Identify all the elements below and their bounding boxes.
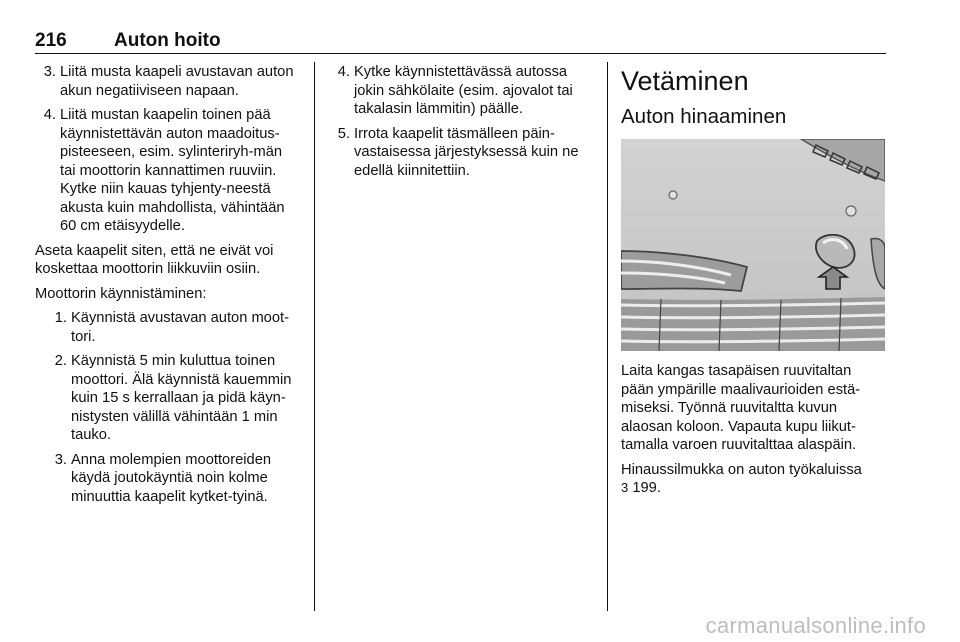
list-item [46, 309, 301, 346]
column-divider-1 [314, 62, 315, 611]
paragraph: Laita kangas tasapäisen ruuvitaltan pään ympärille maalivaurioiden estä-miseksi. Työnnä ruuvitaltta kuvun alaosan koloon. Vapauta kupu liikut-tamalla varoen ruuvitalttaa alaspäin. [621, 363, 861, 453]
step-number: 1. [54, 310, 67, 326]
step-text: Käynnistä 5 min kuluttua toinen moottori. Älä käynnistä kauemmin kuin 15 s kerrallaan ja pidä käyn-nistysten välillä vähintään 1 min tauko. [71, 353, 292, 443]
list-item [46, 352, 301, 445]
list-item [329, 125, 594, 181]
step-number: 4. [337, 64, 350, 80]
step-number: 5. [337, 125, 350, 142]
step-number: 4. [43, 107, 56, 123]
step-text: Liitä musta kaapeli avustavan auton akun negatiiviseen napaan. [60, 64, 294, 99]
list-item [35, 63, 301, 100]
steps-list-c [329, 63, 594, 180]
section-heading: Vetäminen [621, 66, 749, 96]
step-number: 2. [54, 353, 67, 369]
column-divider-2 [607, 62, 608, 611]
paragraph [621, 461, 887, 498]
column-1 [35, 63, 301, 512]
step-number: 3. [54, 451, 67, 468]
header-rule [35, 53, 886, 54]
steps-list-b [35, 309, 301, 506]
column-3 [621, 64, 887, 504]
step-text: Irrota kaapelit täsmälleen päin-vastaisessa järjestyksessä kuin ne edellä kiinnitettiin. [354, 125, 579, 179]
steps-list-a [35, 63, 301, 236]
step-text: Anna molempien moottoreiden käydä joutokäyntiä noin kolme minuuttia kaapelit kytket-tyinä. [71, 451, 272, 505]
step-number: 3. [43, 64, 56, 80]
list-item [329, 63, 594, 119]
step-text: Liitä mustan kaapelin toinen pää käynnistettävän auton maadoitus-pisteeseen, esim. sylinteriryh-män tai moottorin kannattimen ruuviin. Kytke niin kauas tyhjenty-neestä akusta kuin mahdollista, vähintään 60 cm etäisyydelle. [60, 107, 285, 234]
chapter-title: Auton hoito [114, 30, 221, 51]
list-item [35, 106, 301, 236]
watermark-text: carmanualsonline.info [705, 613, 926, 638]
list-item [46, 451, 301, 507]
paragraph: Aseta kaapelit siten, että ne eivät voi koskettaa moottorin liikkuviin osiin. [35, 242, 274, 277]
paragraph-text: Hinaussilmukka on auton työkaluissa [621, 461, 862, 478]
page-number: 216 [35, 30, 67, 51]
step-text: Kytke käynnistettävässä autossa jokin sähkölaite (esim. ajovalot tai takalasin lämmitin) päälle. [354, 64, 573, 117]
paragraph: Moottorin käynnistäminen: [35, 285, 207, 302]
page-reference[interactable]: 199. [632, 480, 661, 496]
section-subheading: Auton hinaaminen [621, 105, 787, 128]
column-2 [329, 63, 594, 186]
step-text: Käynnistä avustavan auton moot-tori. [71, 310, 289, 345]
arrow-reference-icon: 3 [621, 480, 629, 495]
car-bumper-illustration [621, 139, 885, 351]
